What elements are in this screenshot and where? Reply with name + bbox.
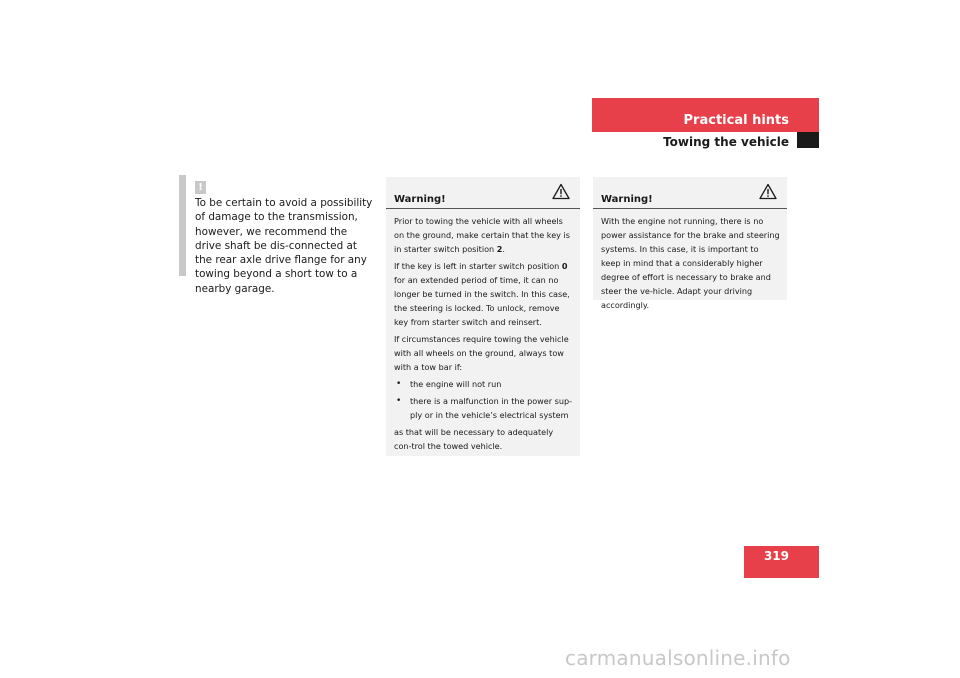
warning-header [386,177,580,209]
warning-body [386,209,580,453]
bullet-item: • the engine will not run [394,377,573,391]
warning-paragraph: If circumstances require towing the vehicle with all wheels on the ground, always tow with a tow bar if: [394,334,569,372]
header-accent-block [797,132,819,148]
warning-title: Warning! [601,194,653,205]
section-title: Practical hints [683,113,789,128]
warning-paragraph: With the engine not running, there is no power assistance for the brake and steering systems. In this case, it is important to keep in mind that a considerably higher degree of effort is necessary to brake and steer the ve-hicle. Adapt your driving accordingly. [601,216,780,310]
note-box [179,175,375,295]
page-number: 319 [744,546,819,578]
bullet-item: • there is a malfunction in the power sup-ply or in the vehicle’s electrical system [394,394,573,422]
note-exclamation-icon: ! [195,181,206,194]
warning-box-power-assist [593,177,787,310]
warning-triangle-icon [552,183,570,204]
warning-paragraph: If the key is left in starter switch position 0 for an extended period of time, it can no longer be turned in the switch. In this case, the steering is locked. To unlock, remove key from starter switch and reinsert. [394,261,570,327]
warning-body [593,209,787,312]
warning-box-towing [386,177,580,456]
warning-paragraph: as that will be necessary to adequately con-trol the towed vehicle. [394,427,554,451]
warning-paragraph: Prior to towing the vehicle with all wheels on the ground, make certain that the key is in starter switch position 2. [394,216,570,254]
subsection-title: Towing the vehicle [663,135,789,149]
warning-triangle-icon [759,183,777,204]
note-text: To be certain to avoid a possibility of damage to the transmission, however, we recommend the drive shaft be dis-connected at the rear axle drive flange for any towing beyond a short tow to a nearby garage. [195,197,373,295]
warning-header [593,177,787,209]
watermark: carmanualsonline.info [565,646,791,670]
section-header [592,98,819,132]
warning-title: Warning! [394,194,446,205]
